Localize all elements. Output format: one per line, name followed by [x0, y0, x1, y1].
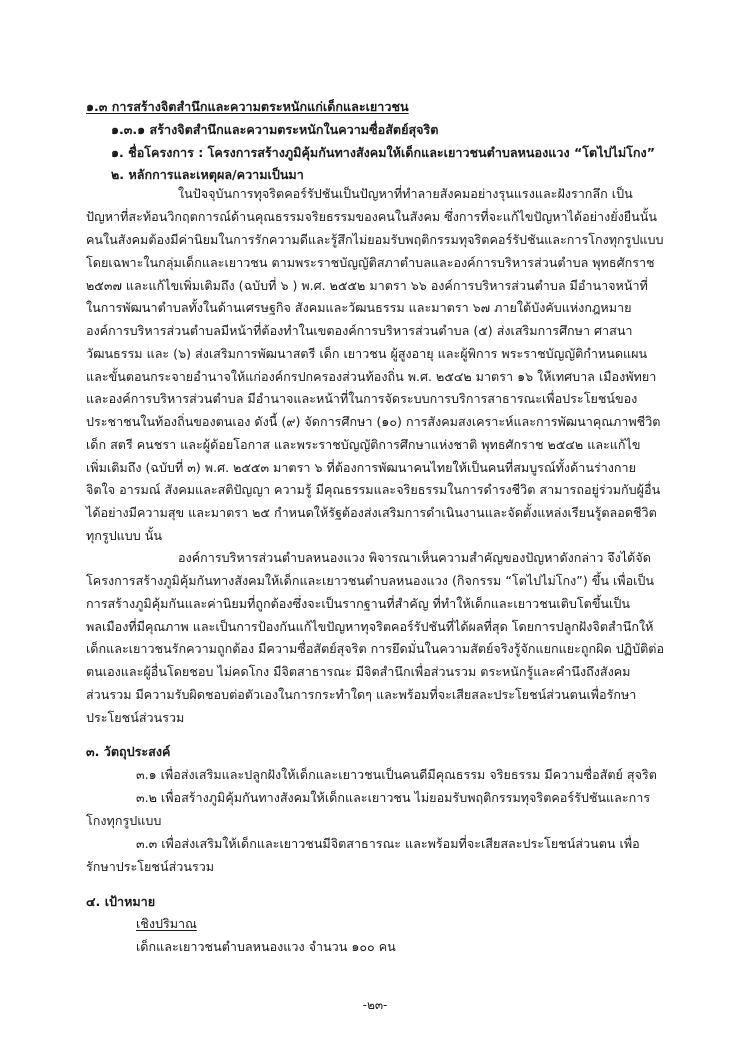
- paragraph-line: และขั้นตอนกระจายอำนาจให้แก่องค์กรปกครองส่วนท้องถิ่น พ.ศ. ๒๕๔๒ มาตรา ๑๖ ให้เทศบาล เมืองพัทยา: [86, 369, 657, 384]
- target-quantity-label: เชิงปริมาณ: [136, 916, 197, 931]
- paragraph-line: ในปัจจุบันการทุจริตคอร์รัปชันเป็นปัญหาที่ทำลายสังคมอย่างรุนแรงและฝังรากลึก เป็น: [178, 186, 633, 201]
- objective-heading: ๓. วัตถุประสงค์: [86, 744, 171, 759]
- paragraph-line: การสร้างภูมิคุ้มกันและค่านิยมที่ถูกต้องซึ่งจะเป็นรากฐานที่สำคัญ ที่ทำให้เด็กและเยาวชนเติบโตขึ้นเป็น: [86, 596, 630, 611]
- objective-item: ๓.๑ เพื่อส่งเสริมและปลูกฝังให้เด็กและเยาวชนเป็นคนดีมีคุณธรรม จริยธรรม มีความซื่อสัตย์ สุจริต: [136, 767, 657, 782]
- target-quantity-text: เด็กและเยาวชนตำบลหนองแวง จำนวน ๑๐๐ คน: [136, 939, 396, 954]
- target-heading: ๔. เป้าหมาย: [86, 894, 156, 909]
- paragraph-line: ๒๕๓๗ และแก้ไขเพิ่มเติมถึง (ฉบับที่ ๖ ) พ.ศ. ๒๕๕๒ มาตรา ๖๖ องค์การบริหารส่วนตำบล มีอำนาจหน้าที่: [86, 278, 648, 293]
- objective-item-continued: โกงทุกรูปแบบ: [86, 813, 162, 828]
- paragraph-line: และองค์การบริหารส่วนตำบล มีอำนาจและหน้าที่ในการจัดระบบการบริการสาธารณะเพื่อประโยชน์ของ: [86, 391, 638, 406]
- paragraph-line: คนในสังคมต้องมีค่านิยมในการรักความดีและรู้สึกไม่ยอมรับพฤติกรรมทุจริตคอร์รัปชันและการโกงทุกรูปแบบ: [86, 232, 664, 247]
- principle-heading: ๒. หลักการและเหตุผล/ความเป็นมา: [111, 167, 304, 182]
- paragraph-line: เด็ก สตรี คนชรา และผู้ด้อยโอกาส และพระราชบัญญัติการศึกษาแห่งชาติ พุทธศักราช ๒๕๔๒ และแก้ไข: [86, 437, 641, 452]
- paragraph-line: โดยเฉพาะในกลุ่มเด็กและเยาวชน ตามพระราชบัญญัติสภาตำบลและองค์การบริหารส่วนตำบล พุทธศักราช: [86, 255, 655, 270]
- objective-item: ๓.๓ เพื่อส่งเสริมให้เด็กและเยาวชนมีจิตสาธารณะ และพร้อมที่จะเสียสละประโยชน์ส่วนตน เพื่อ: [136, 836, 640, 851]
- paragraph-line: ประโยชน์ส่วนรวม: [86, 710, 185, 725]
- project-name: ๑. ชื่อโครงการ : โครงการสร้างภูมิคุ้มกันทางสังคมให้เด็กและเยาวชนตำบลหนองแวง “โตไปไม่โกง”: [111, 145, 655, 160]
- paragraph-line: ส่วนรวม มีความรับผิดชอบต่อตัวเองในการกระทำใดๆ และพร้อมที่จะเสียสละประโยชน์ส่วนตนเพื่อรักษา: [86, 687, 637, 702]
- section-heading: ๑.๓ การสร้างจิตสำนึกและความตระหนักแก่เด็กและเยาวชน: [86, 99, 409, 114]
- paragraph-line: องค์การบริหารส่วนตำบลหนองแวง พิจารณาเห็นความสำคัญของปัญหาดังกล่าว จึงได้จัด: [178, 550, 651, 565]
- subsection-heading: ๑.๓.๑ สร้างจิตสำนึกและความตระหนักในความซื่อสัตย์สุจริต: [111, 122, 439, 137]
- paragraph-line: พลเมืองที่มีคุณภาพ และเป็นการป้องกันแก้ไขปัญหาทุจริตคอร์รัปชันที่ได้ผลที่สุด โดยการปลูกฝังจิตสำนึกให้: [86, 619, 654, 634]
- paragraph-line: เพิ่มเติมถึง (ฉบับที่ ๓) พ.ศ. ๒๕๕๓ มาตรา ๖ ที่ต้องการพัฒนาคนไทยให้เป็นคนที่สมบูรณ์ทั้งด้านร่างกาย: [86, 460, 637, 475]
- paragraph-line: ปัญหาที่สะท้อนวิกฤตการณ์ด้านคุณธรรมจริยธรรมของคนในสังคม ซึ่งการที่จะแก้ไขปัญหาได้อย่างยั่งยืนนั้น: [86, 209, 657, 224]
- paragraph-line: วัฒนธรรม และ (๖) ส่งเสริมการพัฒนาสตรี เด็ก เยาวชน ผู้สูงอายุ และผู้พิการ พระราชบัญญัติกำหนดแผน: [86, 346, 648, 361]
- objective-item-continued: รักษาประโยชน์ส่วนรวม: [86, 859, 215, 874]
- paragraph-line: จิตใจ อารมณ์ สังคมและสติปัญญา ความรู้ มีคุณธรรมและจริยธรรมในการดำรงชีวิต สามารถอยู่ร่วมกับผู้อื่น: [86, 482, 661, 497]
- paragraph-line: โครงการสร้างภูมิคุ้มกันทางสังคมให้เด็กและเยาวชนตำบลหนองแวง (กิจกรรม “โตไปไม่โกง”) ขึ้น เพื่อเป็น: [86, 573, 655, 588]
- paragraph-line: ประชาชนในท้องถิ่นของตนเอง ดังนี้ (๙) จัดการศึกษา (๑๐) การสังคมสงเคราะห์และการพัฒนาคุณภาพชีวิต: [86, 414, 661, 429]
- paragraph-line: ทุกรูปแบบ นั้น: [86, 528, 163, 543]
- objective-item: ๓.๒ เพื่อสร้างภูมิคุ้มกันทางสังคมให้เด็กและเยาวชน ไม่ยอมรับพฤติกรรมทุจริตคอร์รัปชันและการ: [136, 790, 651, 805]
- paragraph-line: ตนเองและผู้อื่นโดยชอบ ไม่คดโกง มีจิตสาธารณะ มีจิตสำนึกเพื่อส่วนรวม ตระหนักรู้และคำนึงถึงสังคม: [86, 664, 631, 679]
- paragraph-line: เด็กและเยาวชนรักความถูกต้อง มีความซื่อสัตย์สุจริต การยึดมั่นในความสัตย์จริงรู้จักแยกแยะถูกผิด ปฏิบัติต่อ: [86, 641, 665, 656]
- paragraph-line: ได้อย่างมีความสุข และมาตรา ๒๕ กำหนดให้รัฐต้องส่งเสริมการดำเนินงานและจัดตั้งแหล่งเรียนรู้ตลอดชีวิต: [86, 505, 657, 520]
- paragraph-line: ในการพัฒนาตำบลทั้งในด้านเศรษฐกิจ สังคมและวัฒนธรรม และมาตรา ๖๗ ภายใต้บังคับแห่งกฎหมาย: [86, 300, 632, 315]
- paragraph-line: องค์การบริหารส่วนตำบลมีหน้าที่ต้องทำในเขตองค์การบริหารส่วนตำบล (๕) ส่งเสริมการศึกษา ศาสนา: [86, 323, 633, 338]
- page-number: -๒๓-: [362, 998, 388, 1012]
